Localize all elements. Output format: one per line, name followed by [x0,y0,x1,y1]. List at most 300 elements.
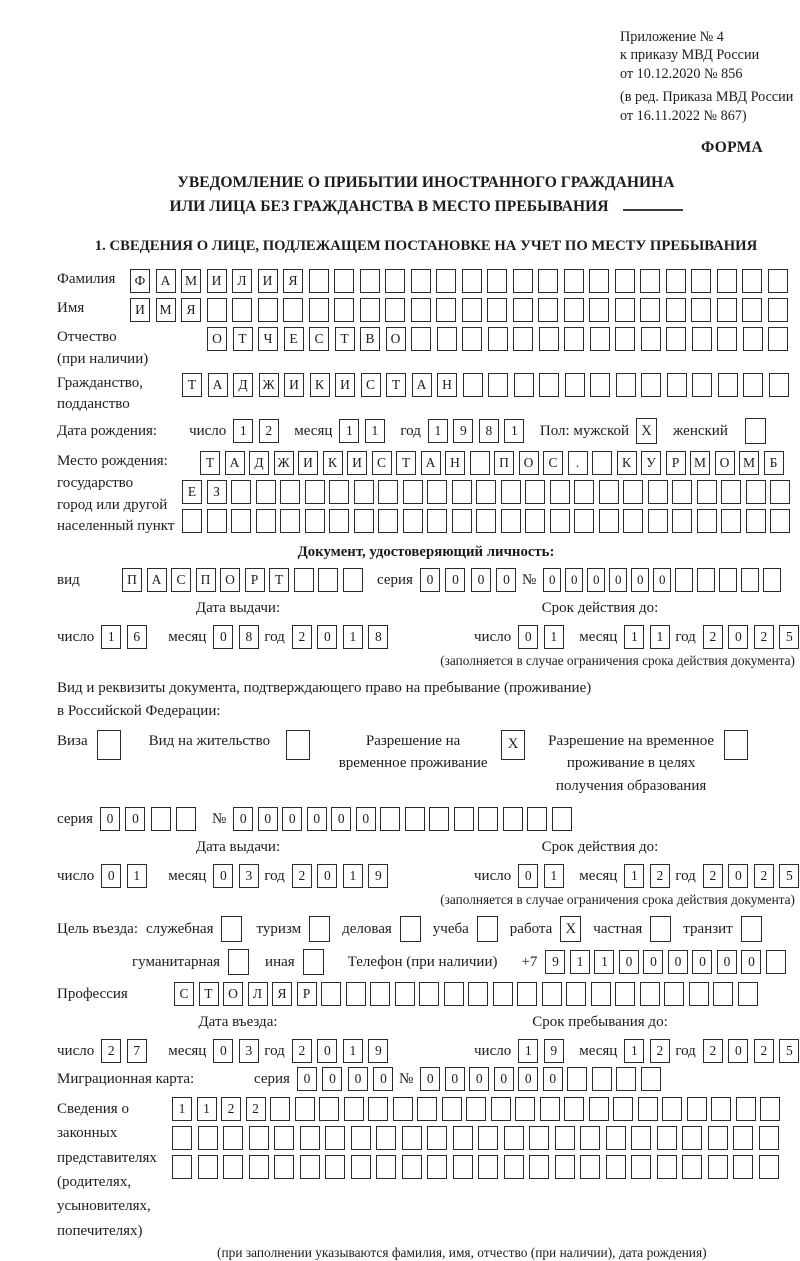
char-cell[interactable]: 0 [420,568,440,592]
char-cell[interactable] [615,982,635,1006]
char-cell[interactable] [295,1097,315,1121]
char-cell[interactable]: 2 [754,864,774,888]
char-cell[interactable] [591,982,611,1006]
char-cell[interactable] [736,1097,756,1121]
char-cell[interactable]: И [284,373,304,397]
char-cell[interactable] [564,327,584,351]
char-cell[interactable]: 1 [518,1039,538,1063]
char-cell[interactable]: 0 [125,807,145,831]
char-cell[interactable] [746,480,766,504]
char-cell[interactable] [672,509,692,533]
char-cell[interactable] [351,1126,371,1150]
char-cell[interactable] [478,1155,498,1179]
char-cell[interactable] [738,982,758,1006]
char-cell[interactable] [697,480,717,504]
char-cell[interactable]: 2 [246,1097,266,1121]
char-cell[interactable] [692,373,712,397]
char-cell[interactable] [321,982,341,1006]
char-cell[interactable]: А [412,373,432,397]
char-cell[interactable] [207,298,227,322]
char-cell[interactable]: 1 [544,625,564,649]
char-cell[interactable]: 0 [717,950,737,974]
char-cell[interactable] [648,509,668,533]
char-cell[interactable] [487,298,507,322]
char-cell[interactable] [249,1155,269,1179]
char-cell[interactable] [589,298,609,322]
char-cell[interactable] [329,509,349,533]
char-cell[interactable] [623,480,643,504]
char-cell[interactable]: 0 [496,568,516,592]
char-cell[interactable]: М [739,451,759,475]
purpose-business-checkbox[interactable] [221,916,242,942]
char-cell[interactable]: 2 [101,1039,121,1063]
char-cell[interactable]: Д [249,451,269,475]
char-cell[interactable] [768,298,788,322]
char-cell[interactable] [567,1067,587,1091]
char-cell[interactable] [746,509,766,533]
char-cell[interactable]: О [207,327,227,351]
char-cell[interactable] [370,982,390,1006]
char-cell[interactable]: 0 [322,1067,342,1091]
char-cell[interactable]: И [298,451,318,475]
char-cell[interactable] [437,327,457,351]
char-cell[interactable] [682,1155,702,1179]
char-cell[interactable]: 0 [728,1039,748,1063]
char-cell[interactable] [403,509,423,533]
char-cell[interactable]: 1 [339,419,359,443]
char-cell[interactable]: Д [233,373,253,397]
char-cell[interactable] [589,269,609,293]
char-cell[interactable]: 6 [127,625,147,649]
char-cell[interactable]: 0 [213,625,233,649]
char-cell[interactable]: 0 [494,1067,514,1091]
char-cell[interactable] [638,1097,658,1121]
char-cell[interactable] [462,269,482,293]
char-cell[interactable] [466,1097,486,1121]
char-cell[interactable]: 3 [239,1039,259,1063]
char-cell[interactable]: С [174,982,194,1006]
char-cell[interactable] [606,1155,626,1179]
char-cell[interactable] [599,480,619,504]
char-cell[interactable]: С [361,373,381,397]
char-cell[interactable] [641,327,661,351]
char-cell[interactable]: М [690,451,710,475]
char-cell[interactable]: И [347,451,367,475]
char-cell[interactable] [564,298,584,322]
char-cell[interactable]: 2 [221,1097,241,1121]
char-cell[interactable] [258,298,278,322]
char-cell[interactable] [719,568,737,592]
char-cell[interactable] [615,269,635,293]
char-cell[interactable]: 2 [292,864,312,888]
char-cell[interactable] [325,1155,345,1179]
char-cell[interactable] [436,269,456,293]
char-cell[interactable]: Р [666,451,686,475]
char-cell[interactable] [198,1155,218,1179]
purpose-work-checkbox[interactable]: X [560,916,581,942]
char-cell[interactable] [476,480,496,504]
char-cell[interactable] [442,1097,462,1121]
char-cell[interactable] [517,982,537,1006]
char-cell[interactable]: 1 [172,1097,192,1121]
char-cell[interactable] [542,982,562,1006]
char-cell[interactable]: 0 [101,864,121,888]
char-cell[interactable] [539,373,559,397]
char-cell[interactable] [207,509,227,533]
char-cell[interactable]: 0 [609,568,627,592]
char-cell[interactable] [478,1126,498,1150]
char-cell[interactable]: 0 [331,807,351,831]
char-cell[interactable] [270,1097,290,1121]
char-cell[interactable] [759,1126,779,1150]
char-cell[interactable]: 8 [368,625,388,649]
char-cell[interactable]: О [220,568,240,592]
char-cell[interactable] [552,807,572,831]
char-cell[interactable] [550,480,570,504]
char-cell[interactable]: 2 [292,625,312,649]
char-cell[interactable] [280,480,300,504]
char-cell[interactable] [590,373,610,397]
char-cell[interactable]: 2 [292,1039,312,1063]
char-cell[interactable] [657,1155,677,1179]
char-cell[interactable] [708,1155,728,1179]
char-cell[interactable] [641,1067,661,1091]
char-cell[interactable] [411,298,431,322]
char-cell[interactable] [223,1155,243,1179]
char-cell[interactable]: 0 [317,1039,337,1063]
char-cell[interactable] [697,568,715,592]
char-cell[interactable] [405,807,425,831]
char-cell[interactable] [657,1126,677,1150]
char-cell[interactable] [305,509,325,533]
char-cell[interactable] [429,807,449,831]
char-cell[interactable]: 8 [239,625,259,649]
char-cell[interactable]: 8 [479,419,499,443]
purpose-tourism-checkbox[interactable] [309,916,330,942]
char-cell[interactable] [615,327,635,351]
char-cell[interactable]: П [122,568,142,592]
char-cell[interactable] [766,950,786,974]
char-cell[interactable] [256,480,276,504]
char-cell[interactable]: 0 [317,625,337,649]
char-cell[interactable]: 1 [624,625,644,649]
char-cell[interactable] [631,1126,651,1150]
char-cell[interactable] [733,1155,753,1179]
char-cell[interactable]: 1 [624,1039,644,1063]
char-cell[interactable] [770,509,790,533]
char-cell[interactable]: О [715,451,735,475]
char-cell[interactable] [343,568,363,592]
char-cell[interactable] [380,807,400,831]
char-cell[interactable] [718,373,738,397]
char-cell[interactable]: 3 [239,864,259,888]
char-cell[interactable] [385,269,405,293]
char-cell[interactable]: 9 [368,864,388,888]
char-cell[interactable] [354,509,374,533]
char-cell[interactable] [759,1155,779,1179]
char-cell[interactable] [334,298,354,322]
purpose-other-checkbox[interactable] [303,949,324,975]
char-cell[interactable]: 0 [469,1067,489,1091]
char-cell[interactable] [768,327,788,351]
char-cell[interactable]: П [196,568,216,592]
char-cell[interactable]: Т [386,373,406,397]
char-cell[interactable] [743,327,763,351]
char-cell[interactable]: 5 [779,625,799,649]
char-cell[interactable]: 5 [779,1039,799,1063]
char-cell[interactable]: 0 [297,1067,317,1091]
char-cell[interactable]: М [156,298,176,322]
char-cell[interactable] [742,298,762,322]
char-cell[interactable]: С [543,451,563,475]
char-cell[interactable]: 0 [420,1067,440,1091]
char-cell[interactable] [488,327,508,351]
char-cell[interactable] [318,568,338,592]
char-cell[interactable] [555,1126,575,1150]
char-cell[interactable]: О [223,982,243,1006]
char-cell[interactable]: 0 [543,1067,563,1091]
char-cell[interactable] [574,480,594,504]
char-cell[interactable] [294,568,314,592]
char-cell[interactable] [623,509,643,533]
char-cell[interactable] [717,298,737,322]
char-cell[interactable]: И [335,373,355,397]
char-cell[interactable] [640,298,660,322]
char-cell[interactable]: 0 [373,1067,393,1091]
char-cell[interactable] [256,509,276,533]
char-cell[interactable] [354,480,374,504]
char-cell[interactable] [393,1097,413,1121]
char-cell[interactable]: 0 [587,568,605,592]
char-cell[interactable] [300,1155,320,1179]
char-cell[interactable]: 0 [668,950,688,974]
char-cell[interactable]: 2 [754,625,774,649]
char-cell[interactable] [513,269,533,293]
char-cell[interactable]: 1 [544,864,564,888]
char-cell[interactable] [664,982,684,1006]
char-cell[interactable] [223,1126,243,1150]
char-cell[interactable] [616,1067,636,1091]
char-cell[interactable]: 0 [213,864,233,888]
char-cell[interactable] [691,298,711,322]
char-cell[interactable] [640,982,660,1006]
char-cell[interactable] [565,373,585,397]
char-cell[interactable] [574,509,594,533]
char-cell[interactable]: 0 [348,1067,368,1091]
char-cell[interactable] [402,1126,422,1150]
char-cell[interactable] [606,1126,626,1150]
char-cell[interactable]: 0 [741,950,761,974]
char-cell[interactable]: А [156,269,176,293]
char-cell[interactable]: 9 [453,419,473,443]
char-cell[interactable] [763,568,781,592]
char-cell[interactable] [515,1097,535,1121]
char-cell[interactable]: Т [335,327,355,351]
char-cell[interactable]: С [309,327,329,351]
char-cell[interactable]: 0 [317,864,337,888]
char-cell[interactable]: В [360,327,380,351]
char-cell[interactable] [769,373,789,397]
char-cell[interactable] [503,807,523,831]
char-cell[interactable]: А [421,451,441,475]
char-cell[interactable] [564,1097,584,1121]
char-cell[interactable]: 1 [428,419,448,443]
temp-residence-education-checkbox[interactable] [724,730,748,760]
char-cell[interactable] [427,509,447,533]
char-cell[interactable] [687,1097,707,1121]
char-cell[interactable]: Т [269,568,289,592]
char-cell[interactable] [376,1155,396,1179]
char-cell[interactable]: Т [233,327,253,351]
char-cell[interactable]: 9 [368,1039,388,1063]
char-cell[interactable] [564,269,584,293]
purpose-humanitarian-checkbox[interactable] [228,949,249,975]
char-cell[interactable] [682,1126,702,1150]
char-cell[interactable]: 2 [650,864,670,888]
char-cell[interactable] [454,807,474,831]
char-cell[interactable] [491,1097,511,1121]
char-cell[interactable] [411,269,431,293]
char-cell[interactable]: 0 [619,950,639,974]
char-cell[interactable]: Т [396,451,416,475]
char-cell[interactable] [648,480,668,504]
char-cell[interactable]: 1 [343,864,363,888]
char-cell[interactable] [666,269,686,293]
char-cell[interactable]: Т [200,451,220,475]
char-cell[interactable]: 0 [565,568,583,592]
char-cell[interactable] [580,1126,600,1150]
char-cell[interactable] [691,269,711,293]
char-cell[interactable]: Н [437,373,457,397]
char-cell[interactable]: Я [272,982,292,1006]
char-cell[interactable] [411,327,431,351]
char-cell[interactable]: П [494,451,514,475]
char-cell[interactable]: 1 [624,864,644,888]
char-cell[interactable] [427,1126,447,1150]
char-cell[interactable]: Л [248,982,268,1006]
char-cell[interactable] [198,1126,218,1150]
char-cell[interactable] [770,480,790,504]
char-cell[interactable] [550,509,570,533]
char-cell[interactable] [232,298,252,322]
char-cell[interactable] [344,1097,364,1121]
char-cell[interactable]: Н [445,451,465,475]
char-cell[interactable]: 1 [101,625,121,649]
char-cell[interactable] [525,509,545,533]
char-cell[interactable] [283,298,303,322]
char-cell[interactable]: 0 [653,568,671,592]
char-cell[interactable] [538,269,558,293]
char-cell[interactable]: Я [283,269,303,293]
char-cell[interactable] [280,509,300,533]
char-cell[interactable] [151,807,171,831]
char-cell[interactable] [417,1097,437,1121]
char-cell[interactable]: О [519,451,539,475]
char-cell[interactable] [376,1126,396,1150]
char-cell[interactable]: 0 [518,864,538,888]
char-cell[interactable] [378,480,398,504]
char-cell[interactable] [427,1155,447,1179]
char-cell[interactable]: 0 [233,807,253,831]
char-cell[interactable] [360,298,380,322]
char-cell[interactable] [462,327,482,351]
char-cell[interactable] [513,327,533,351]
char-cell[interactable]: С [372,451,392,475]
char-cell[interactable]: Ж [274,451,294,475]
char-cell[interactable]: Е [284,327,304,351]
char-cell[interactable] [427,480,447,504]
char-cell[interactable] [176,807,196,831]
char-cell[interactable]: 0 [728,864,748,888]
char-cell[interactable] [742,269,762,293]
char-cell[interactable]: 2 [703,625,723,649]
char-cell[interactable] [743,373,763,397]
char-cell[interactable]: Л [232,269,252,293]
char-cell[interactable]: Т [199,982,219,1006]
char-cell[interactable]: 1 [233,419,253,443]
char-cell[interactable] [325,1126,345,1150]
char-cell[interactable]: Р [245,568,265,592]
char-cell[interactable]: 0 [518,625,538,649]
char-cell[interactable]: 0 [356,807,376,831]
char-cell[interactable] [452,509,472,533]
char-cell[interactable]: У [641,451,661,475]
char-cell[interactable]: 0 [471,568,491,592]
char-cell[interactable] [615,298,635,322]
char-cell[interactable]: 2 [703,864,723,888]
char-cell[interactable] [514,373,534,397]
char-cell[interactable]: 0 [692,950,712,974]
char-cell[interactable] [300,1126,320,1150]
residence-permit-checkbox[interactable] [286,730,310,760]
purpose-commercial-checkbox[interactable] [400,916,421,942]
char-cell[interactable] [616,373,636,397]
char-cell[interactable] [592,1067,612,1091]
char-cell[interactable] [274,1126,294,1150]
char-cell[interactable] [640,269,660,293]
char-cell[interactable] [529,1155,549,1179]
char-cell[interactable] [488,373,508,397]
char-cell[interactable]: 1 [570,950,590,974]
char-cell[interactable] [667,373,687,397]
char-cell[interactable] [453,1155,473,1179]
char-cell[interactable]: Р [297,982,317,1006]
char-cell[interactable] [717,269,737,293]
char-cell[interactable] [319,1097,339,1121]
char-cell[interactable]: А [147,568,167,592]
char-cell[interactable] [231,480,251,504]
char-cell[interactable]: Ж [259,373,279,397]
char-cell[interactable]: 2 [650,1039,670,1063]
char-cell[interactable] [305,480,325,504]
char-cell[interactable]: 0 [258,807,278,831]
char-cell[interactable] [487,269,507,293]
char-cell[interactable] [334,269,354,293]
char-cell[interactable]: С [171,568,191,592]
char-cell[interactable] [453,1126,473,1150]
char-cell[interactable] [697,509,717,533]
char-cell[interactable]: 1 [127,864,147,888]
char-cell[interactable] [711,1097,731,1121]
char-cell[interactable] [504,1126,524,1150]
char-cell[interactable]: 1 [594,950,614,974]
char-cell[interactable] [403,480,423,504]
char-cell[interactable] [493,982,513,1006]
char-cell[interactable]: М [181,269,201,293]
char-cell[interactable] [689,982,709,1006]
char-cell[interactable]: 0 [213,1039,233,1063]
char-cell[interactable] [662,1097,682,1121]
